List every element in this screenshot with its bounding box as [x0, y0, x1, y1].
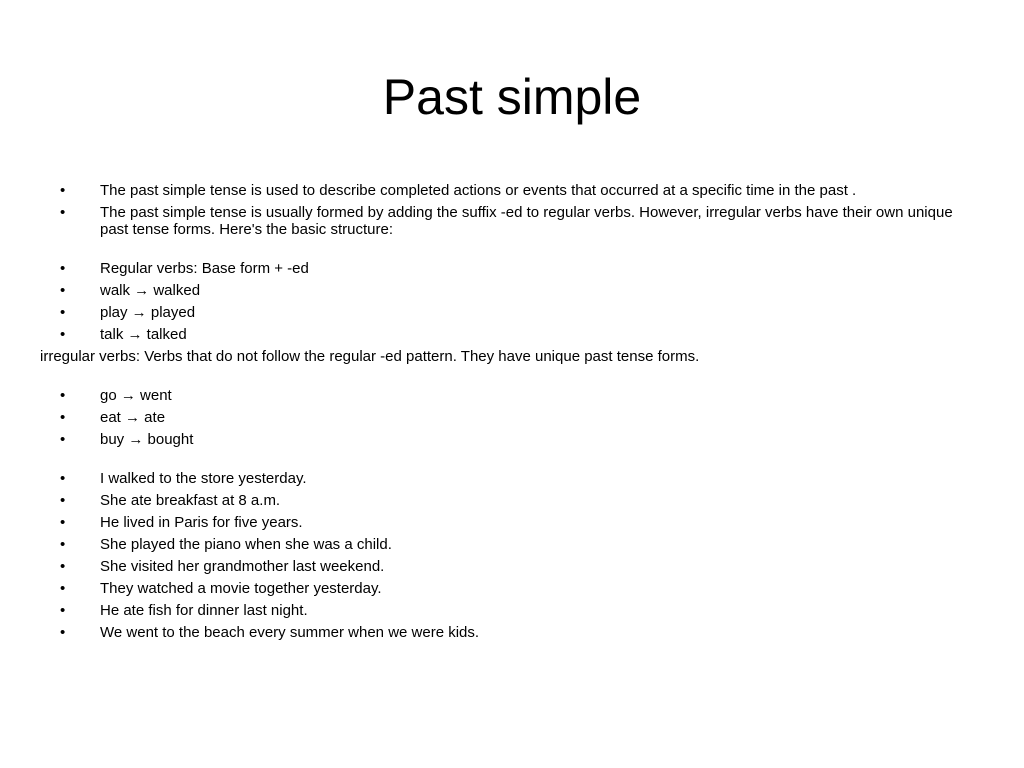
- bullet-icon: •: [60, 558, 66, 575]
- bullet-icon: •: [60, 182, 66, 199]
- bullet-icon: •: [60, 514, 66, 531]
- bullet-icon: •: [60, 602, 66, 619]
- bullet-text: They watched a movie together yesterday.: [100, 580, 382, 597]
- bullet-icon: •: [60, 282, 66, 299]
- bullet-icon: •: [60, 204, 66, 221]
- bullet-item: [60, 387, 980, 404]
- irregular-note: irregular verbs: Verbs that do not follow the regular -ed pattern. They have unique past tense forms.: [40, 348, 700, 365]
- bullet-text: She visited her grandmother last weekend.: [100, 558, 385, 575]
- bullet-icon: •: [60, 580, 66, 597]
- bullet-text: She ate breakfast at 8 a.m.: [100, 492, 281, 509]
- bullet-item: [60, 514, 980, 531]
- slide-title: Past simple: [382, 69, 642, 125]
- bullet-text: play → played: [100, 304, 196, 321]
- bullet-item: [60, 204, 980, 238]
- bullet-text: He lived in Paris for five years.: [100, 514, 303, 531]
- bullet-item: [60, 624, 980, 641]
- bullet-icon: •: [60, 536, 66, 553]
- bullet-icon: •: [60, 326, 66, 343]
- bullet-item: [60, 602, 980, 619]
- bullet-text: We went to the beach every summer when we were kids.: [100, 624, 480, 641]
- bullet-text: She played the piano when she was a child.: [100, 536, 392, 553]
- bullet-icon: •: [60, 409, 66, 426]
- bullet-icon: •: [60, 260, 66, 277]
- bullet-text: The past simple tense is usually formed by adding the suffix -ed to regular verbs. However, irregular verbs have their own unique past tense forms. Here's the basic structure:: [100, 204, 953, 238]
- bullet-icon: •: [60, 624, 66, 641]
- bullet-item: [60, 182, 980, 199]
- slide-body: [40, 182, 980, 641]
- bullet-text: buy → bought: [100, 431, 194, 448]
- bullet-item: [60, 580, 980, 597]
- spacer: [60, 365, 980, 387]
- bullet-text: talk → talked: [100, 326, 187, 343]
- bullet-text: eat → ate: [100, 409, 166, 426]
- bullet-item: [60, 536, 980, 553]
- bullet-item: [60, 304, 980, 321]
- bullet-item: [60, 260, 980, 277]
- bullet-text: He ate fish for dinner last night.: [100, 602, 308, 619]
- bullet-text: The past simple tense is used to describe completed actions or events that occurred at a specific time in the past .: [100, 182, 857, 199]
- bullet-text: Regular verbs: Base form + -ed: [100, 260, 309, 277]
- bullet-item: [60, 326, 980, 343]
- bullet-item: [60, 492, 980, 509]
- bullet-item: [60, 282, 980, 299]
- bullet-icon: •: [60, 470, 66, 487]
- bullet-item: [60, 409, 980, 426]
- spacer: [60, 448, 980, 470]
- bullet-icon: •: [60, 304, 66, 321]
- bullet-text: I walked to the store yesterday.: [100, 470, 307, 487]
- bullet-text: walk → walked: [100, 282, 201, 299]
- bullet-item: [60, 431, 980, 448]
- bullet-icon: •: [60, 387, 66, 404]
- bullet-text: go → went: [100, 387, 172, 404]
- bullet-item: [60, 558, 980, 575]
- bullet-item: [60, 470, 980, 487]
- spacer: [60, 238, 980, 260]
- bullet-icon: •: [60, 431, 66, 448]
- bullet-icon: •: [60, 492, 66, 509]
